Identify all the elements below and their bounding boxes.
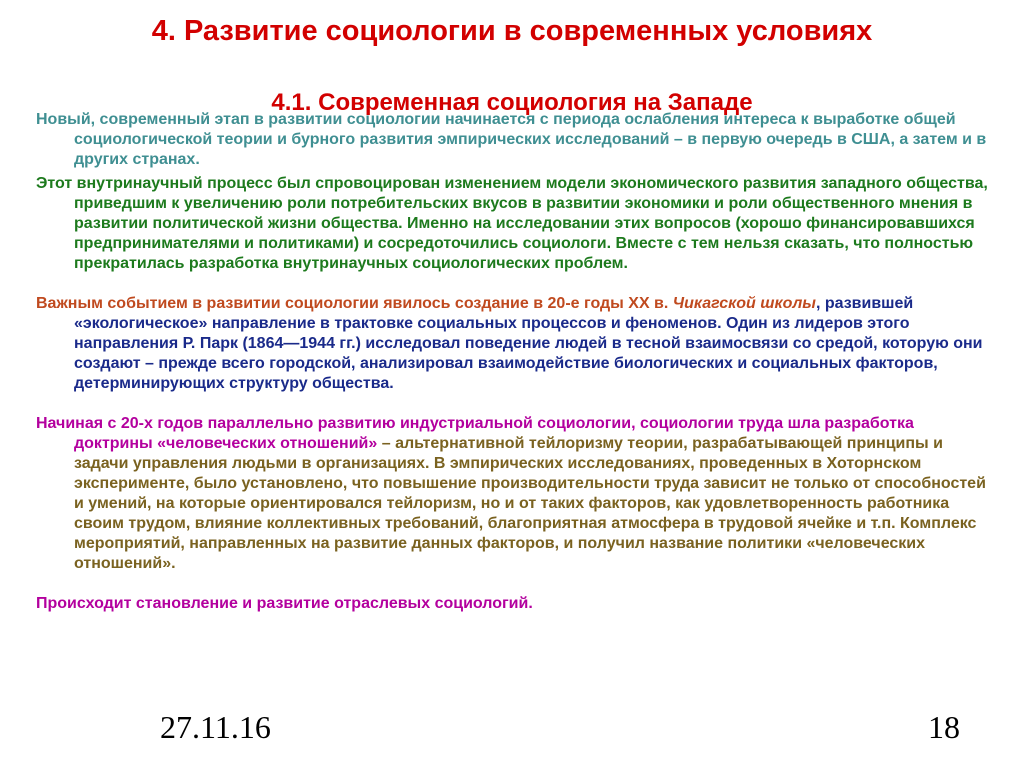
slide-body — [36, 110, 991, 614]
human-relations-lead: Начиная с 20-х годов параллельно развитию индустриальной социологии, социологии труда шла разработка доктрины «человеческих отношений» — [36, 415, 914, 452]
slide-date: 27.11.16 — [160, 709, 271, 745]
paragraph-human-relations — [36, 414, 991, 574]
chicago-school-text: , развившей «экологическое» направление в трактовке социальных процессов и феноменов. Один из лидеров этого направления Р. Парк (1864—1944 гг.) исследовал поведение людей в тесной взаимосвязи со средой, которую они создают – прежде всего городской, анализировал взаимодействие биологических и социальных факторов, детерминирующих структуру общества. — [74, 295, 983, 392]
paragraph-modern-stage: Новый, современный этап в развитии социологии начинается с периода ослабления интереса к выработке общей социологической теории и бурного развития эмпирических исследований – в первую очередь в США, а затем и в других странах. — [36, 111, 987, 168]
slide-title: 4. Развитие социологии в современных условиях — [151, 15, 873, 47]
paragraph-branch-sociologies: Происходит становление и развитие отраслевых социологий. — [36, 595, 533, 612]
human-relations-text: – альтернативной тейлоризму теории, разрабатывающей принципы и задачи управления людьми в организациях. В эмпирических исследованиях, проведенных в Хоторнском эксперименте, было установлено, что повышение производительности труда зависит не только от способностей и умений, на которые ориентировался тейлоризм, но и от таких факторов, как удовлетворенность работника своим трудом, влияние коллективных требований, благоприятная атмосфера в трудовой ячейке и т.п. Комплекс мероприятий, направленных на развитие данных факторов, и получил название политики «человеческих отношений». — [74, 435, 986, 572]
paragraph-chicago-school — [36, 294, 991, 394]
slide-page-number: 18 — [928, 709, 960, 745]
slide-subtitle: 4.1. Современная социология на Западе — [271, 89, 753, 116]
paragraph-internal-process: Этот внутринаучный процесс был спровоцирован изменением модели экономического развития западного общества, приведшим к увеличению роли потребительских вкусов в развитии экономики и роли общественного мнения в развитии политической жизни общества. Именно на исследовании этих вопросов (хорошо финансировавшихся предпринимателями и политиками) и сосредоточились социологи. Вместе с тем нельзя сказать, что полностью прекратилась разработка внутринаучных социологических проблем. — [36, 175, 988, 272]
chicago-school-lead: Важным событием в развитии социологии явилось создание в 20-е годы XX в. — [36, 295, 673, 312]
chicago-school-term: Чикагской школы — [672, 295, 816, 312]
